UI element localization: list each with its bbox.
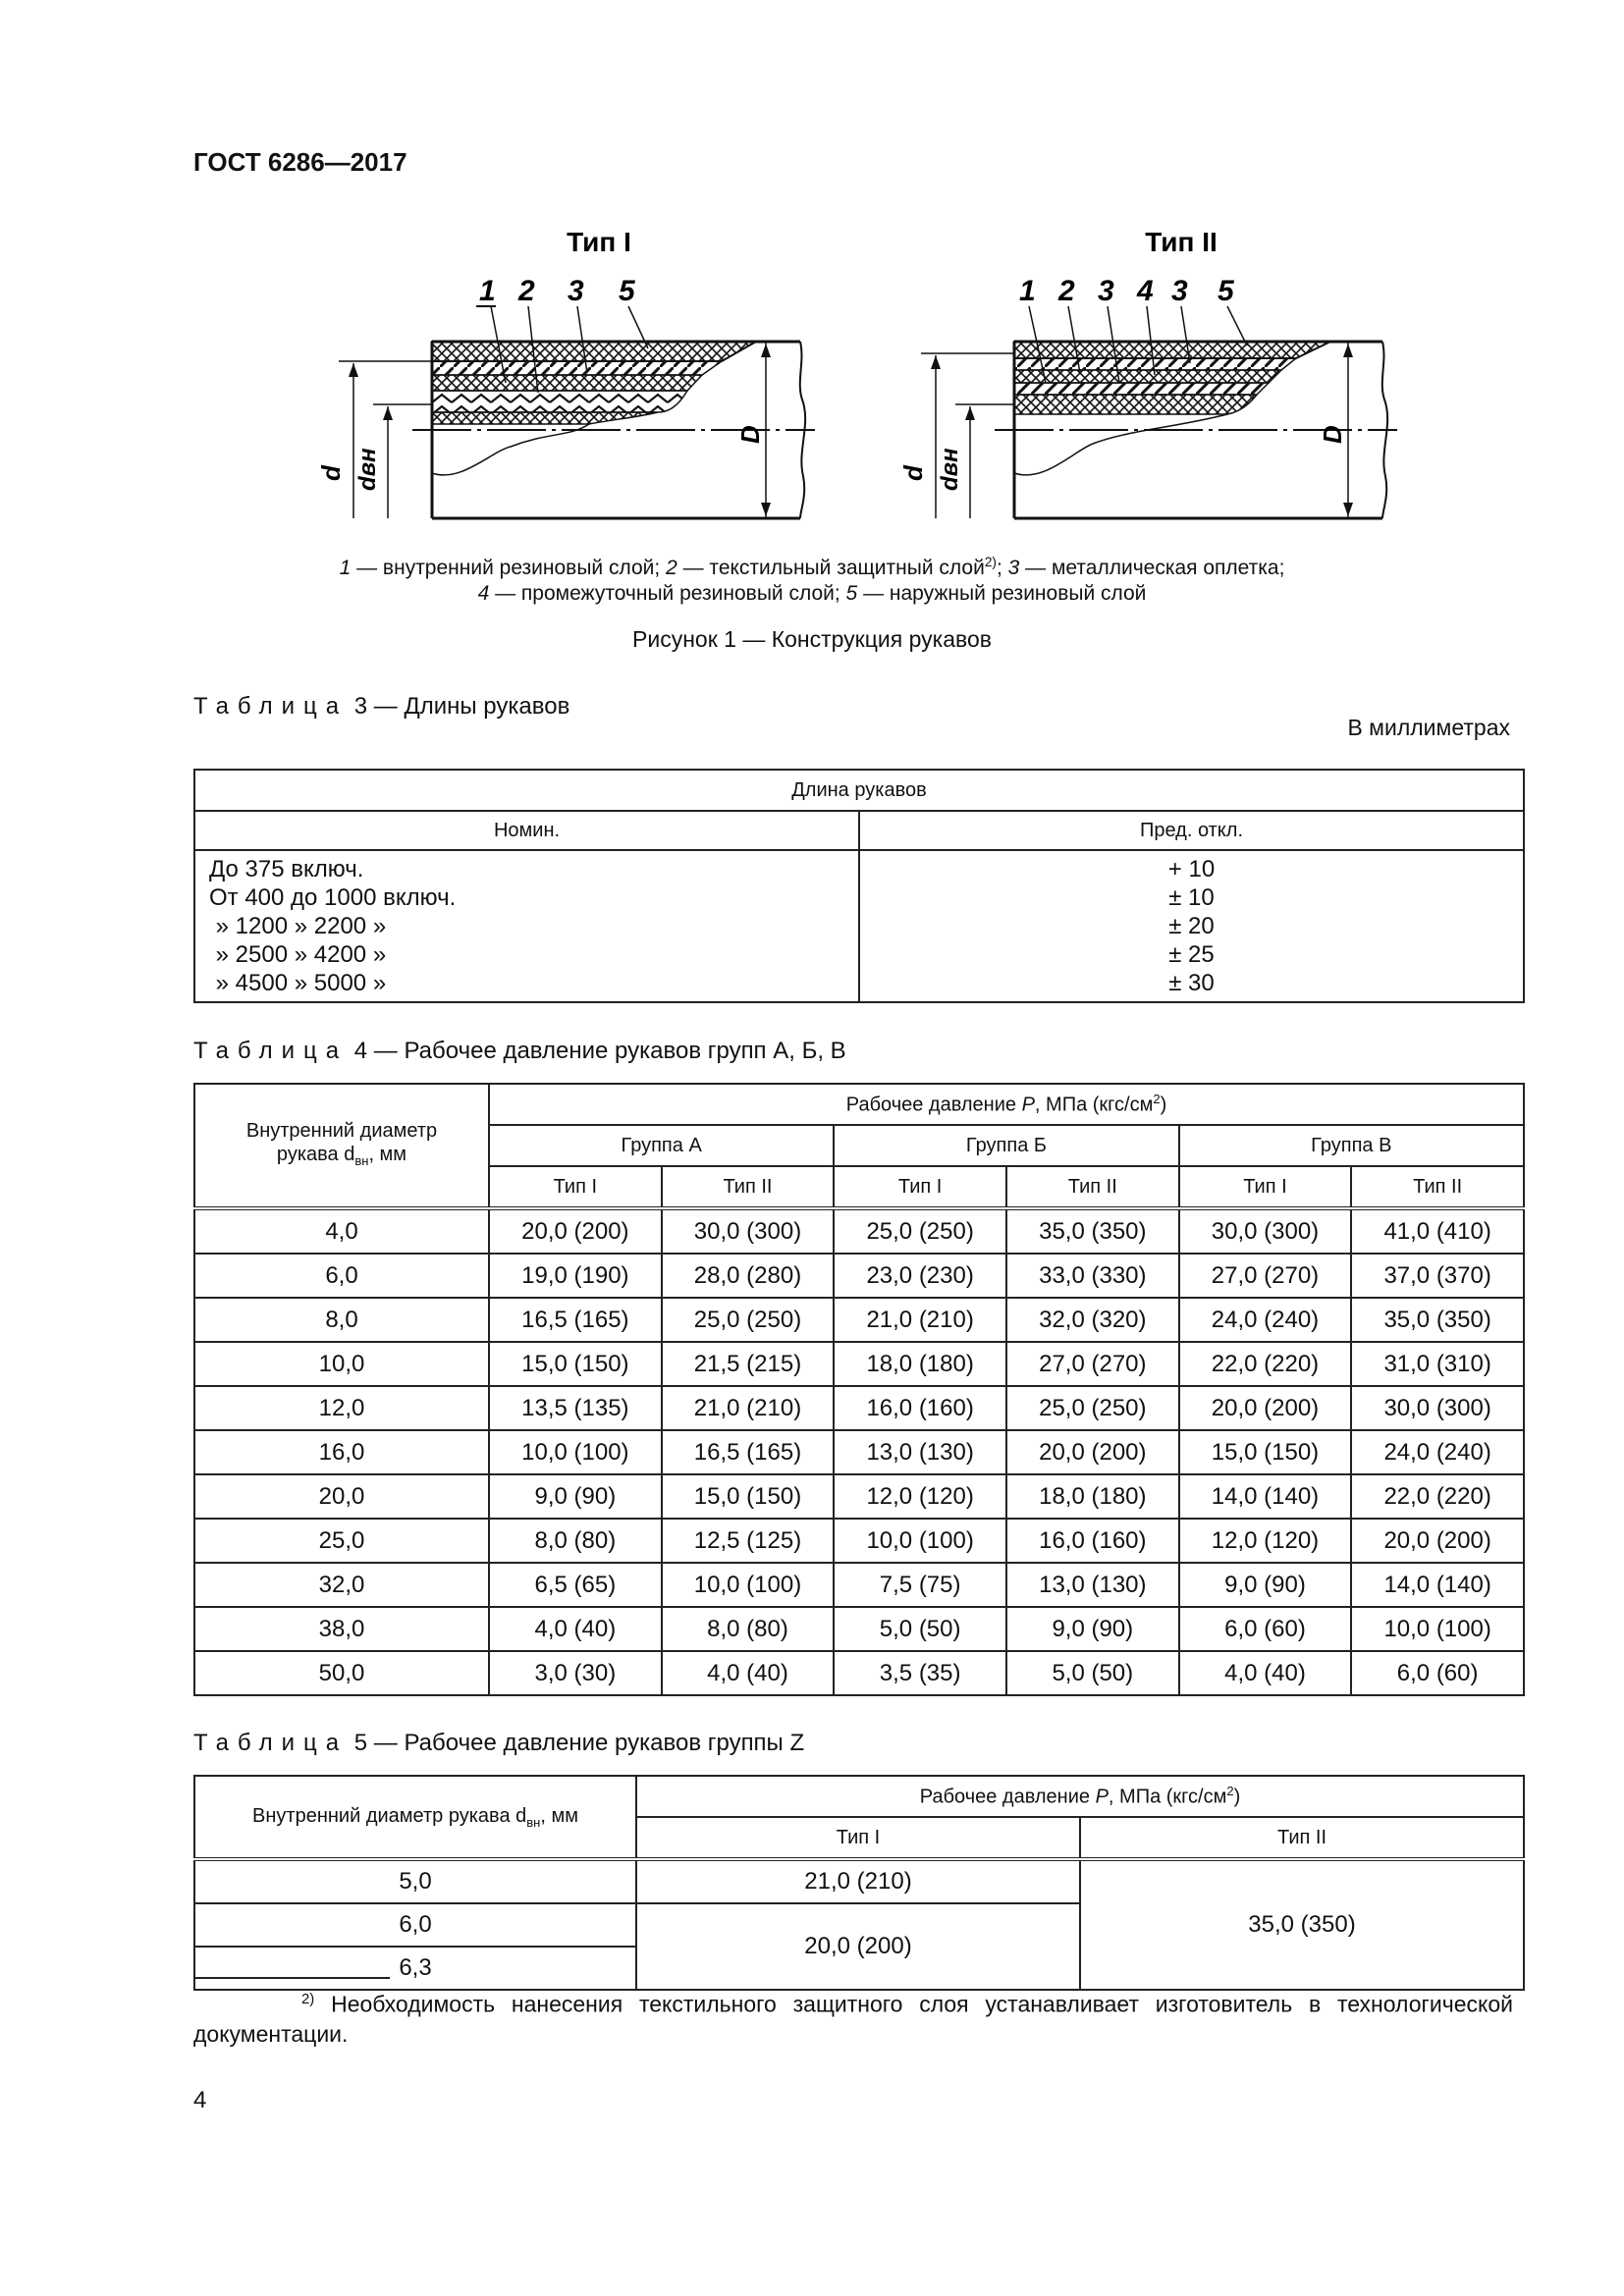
table4-type: Тип I xyxy=(489,1166,662,1208)
table4-pressure-cell: 16,0 (160) xyxy=(1006,1519,1179,1563)
type1-dim-dvn: dвн xyxy=(354,448,381,491)
table-row xyxy=(194,1563,1524,1607)
table4-pressure-cell: 4,0 (40) xyxy=(662,1651,835,1695)
table3-dev-cell: + 10 ± 10 ± 20 ± 25 ± 30 xyxy=(859,850,1524,1002)
table4-diameter-cell: 4,0 xyxy=(194,1208,489,1254)
table4-pressure-cell: 10,0 (100) xyxy=(1351,1607,1524,1651)
table5-type1: Тип I xyxy=(636,1817,1080,1859)
table4-pressure-cell: 12,5 (125) xyxy=(662,1519,835,1563)
figure-legend-line-1: 1 — внутренний резиновый слой; 2 — текстильный защитный слой$^{2)}$; 3 — металлическая оплетка; xyxy=(339,555,1285,579)
table4-pressure-cell: 8,0 (80) xyxy=(662,1607,835,1651)
table4-pressure-cell: 20,0 (200) xyxy=(489,1208,662,1254)
table4-pressure-cell: 25,0 (250) xyxy=(1006,1386,1179,1430)
type2-title: Тип II xyxy=(1145,227,1218,257)
table4-pressure-cell: 20,0 (200) xyxy=(1351,1519,1524,1563)
table4-pressure-cell: 5,0 (50) xyxy=(1006,1651,1179,1695)
table4 xyxy=(193,1083,1525,1696)
table4-pressure-cell: 4,0 (40) xyxy=(1179,1651,1352,1695)
table4-pressure-cell: 15,0 (150) xyxy=(1179,1430,1352,1474)
table4-pressure-cell: 21,5 (215) xyxy=(662,1342,835,1386)
table4-pressure-cell: 10,0 (100) xyxy=(834,1519,1006,1563)
table3-header-main: Длина рукавов xyxy=(194,770,1524,811)
type1-label-1: 1 xyxy=(479,275,496,307)
table-row xyxy=(194,1651,1524,1695)
table4-pressure-cell: 21,0 (210) xyxy=(834,1298,1006,1342)
table4-pressure-cell: 9,0 (90) xyxy=(1179,1563,1352,1607)
table4-pressure-cell: 12,0 (120) xyxy=(834,1474,1006,1519)
table4-pressure-cell: 30,0 (300) xyxy=(1351,1386,1524,1430)
type2-label-3b: 3 xyxy=(1171,275,1188,307)
table4-pressure-cell: 13,0 (130) xyxy=(1006,1563,1179,1607)
table4-type: Тип II xyxy=(1351,1166,1524,1208)
table4-pressure-cell: 5,0 (50) xyxy=(834,1607,1006,1651)
table4-pressure-cell: 23,0 (230) xyxy=(834,1254,1006,1298)
table4-group-a: Группа А xyxy=(489,1125,834,1166)
table4-pressure-cell: 8,0 (80) xyxy=(489,1519,662,1563)
table4-pressure-cell: 6,0 (60) xyxy=(1179,1607,1352,1651)
table4-pressure-cell: 10,0 (100) xyxy=(662,1563,835,1607)
figure-legend-line-2: 4 — промежуточный резиновый слой; 5 — наружный резиновый слой xyxy=(477,582,1147,605)
table4-pressure-cell: 25,0 (250) xyxy=(834,1208,1006,1254)
table-row xyxy=(194,1298,1524,1342)
type1-dim-d: d xyxy=(316,465,346,481)
type2-dim-D: D xyxy=(1318,425,1347,444)
table-row xyxy=(194,1342,1524,1386)
footnote-separator xyxy=(193,1977,390,1979)
table-row xyxy=(194,1386,1524,1430)
table5-diam-cell: 6,0 xyxy=(194,1903,636,1947)
table4-pressure-cell: 13,5 (135) xyxy=(489,1386,662,1430)
type1-dim-D: D xyxy=(735,425,765,444)
table4-caption: Таблица 4 — Рабочее давление рукавов групп А, Б, В xyxy=(193,1038,846,1064)
table4-pressure-cell: 35,0 (350) xyxy=(1351,1298,1524,1342)
table4-pressure-cell: 15,0 (150) xyxy=(489,1342,662,1386)
document-id: ГОСТ 6286—2017 xyxy=(193,147,407,177)
table4-diameter-cell: 32,0 xyxy=(194,1563,489,1607)
table4-pressure-cell: 16,0 (160) xyxy=(834,1386,1006,1430)
table5-type1-cell: 20,0 (200) xyxy=(636,1903,1080,1990)
table4-pressure-cell: 35,0 (350) xyxy=(1006,1208,1179,1254)
table4-pressure-cell: 37,0 (370) xyxy=(1351,1254,1524,1298)
table4-col-diameter: Внутренний диаметр рукава $d_{вн}$, мм xyxy=(194,1084,489,1208)
table4-diameter-cell: 25,0 xyxy=(194,1519,489,1563)
table4-pressure-cell: 25,0 (250) xyxy=(662,1298,835,1342)
table-row xyxy=(194,1430,1524,1474)
table5-col-diameter: Внутренний диаметр рукава $d_{вн}$, мм xyxy=(194,1776,636,1859)
table3-col-nom: Номин. xyxy=(194,811,859,850)
type1-label-5: 5 xyxy=(619,275,635,307)
table4-diameter-cell: 12,0 xyxy=(194,1386,489,1430)
table4-diameter-cell: 6,0 xyxy=(194,1254,489,1298)
table4-pressure-cell: 24,0 (240) xyxy=(1179,1298,1352,1342)
table5-type1-cell: 21,0 (210) xyxy=(636,1859,1080,1903)
table3-units: В миллиметрах xyxy=(1347,715,1510,740)
table4-diameter-cell: 10,0 xyxy=(194,1342,489,1386)
table4-pressure-cell: 15,0 (150) xyxy=(662,1474,835,1519)
table4-pressure-cell: 13,0 (130) xyxy=(834,1430,1006,1474)
type2-label-5: 5 xyxy=(1218,275,1234,307)
table4-pressure-cell: 30,0 (300) xyxy=(662,1208,835,1254)
table4-pressure-cell: 9,0 (90) xyxy=(1006,1607,1179,1651)
table4-body xyxy=(194,1208,1524,1695)
table5-diam-cell: 5,0 xyxy=(194,1859,636,1903)
table4-diameter-cell: 8,0 xyxy=(194,1298,489,1342)
table4-pressure-cell: 20,0 (200) xyxy=(1179,1386,1352,1430)
table4-pressure-cell: 16,5 (165) xyxy=(489,1298,662,1342)
table4-pressure-cell: 24,0 (240) xyxy=(1351,1430,1524,1474)
table4-diameter-cell: 20,0 xyxy=(194,1474,489,1519)
type2-label-3: 3 xyxy=(1098,275,1114,307)
table4-group-b: Группа Б xyxy=(834,1125,1178,1166)
table4-pressure-cell: 21,0 (210) xyxy=(662,1386,835,1430)
footnote: $^{2)}$ Необходимость нанесения текстильного защитного слоя устанавливает изготовитель в технологической документации. xyxy=(193,1991,1513,2047)
table4-pressure-cell: 6,0 (60) xyxy=(1351,1651,1524,1695)
type1-label-2: 2 xyxy=(518,275,535,307)
table4-pressure-cell: 32,0 (320) xyxy=(1006,1298,1179,1342)
figure-caption: Рисунок 1 — Конструкция рукавов xyxy=(632,626,992,652)
table4-pressure-cell: 22,0 (220) xyxy=(1179,1342,1352,1386)
table4-type: Тип I xyxy=(1179,1166,1352,1208)
table4-diameter-cell: 38,0 xyxy=(194,1607,489,1651)
table4-pressure-cell: 16,5 (165) xyxy=(662,1430,835,1474)
table5 xyxy=(193,1775,1525,1991)
type1-drawing xyxy=(316,227,815,518)
table5-caption: Таблица 5 — Рабочее давление рукавов группы Z xyxy=(193,1730,805,1756)
table3-nom-cell: До 375 включ. От 400 до 1000 включ. » 1200 » 2200 » » 2500 » 4200 » » 4500 » 5000 » xyxy=(194,850,859,1002)
table4-pressure-cell: 22,0 (220) xyxy=(1351,1474,1524,1519)
table4-type: Тип II xyxy=(1006,1166,1179,1208)
table4-pressure-cell: 31,0 (310) xyxy=(1351,1342,1524,1386)
page-number: 4 xyxy=(193,2087,207,2113)
hose-construction-figure xyxy=(0,216,1624,550)
table4-pressure-cell: 19,0 (190) xyxy=(489,1254,662,1298)
table4-pressure-cell: 18,0 (180) xyxy=(834,1342,1006,1386)
table4-pressure-cell: 14,0 (140) xyxy=(1179,1474,1352,1519)
type2-dim-d: d xyxy=(898,465,928,481)
table4-pressure-cell: 3,0 (30) xyxy=(489,1651,662,1695)
type2-dim-dvn: dвн xyxy=(937,448,963,491)
table4-pressure-cell: 41,0 (410) xyxy=(1351,1208,1524,1254)
table4-type: Тип I xyxy=(834,1166,1006,1208)
table4-group-v: Группа В xyxy=(1179,1125,1524,1166)
table4-pressure-cell: 28,0 (280) xyxy=(662,1254,835,1298)
table4-pressure-cell: 3,5 (35) xyxy=(834,1651,1006,1695)
table5-type2-cell: 35,0 (350) xyxy=(1080,1859,1524,1990)
table-row xyxy=(194,1607,1524,1651)
table4-pressure-cell: 33,0 (330) xyxy=(1006,1254,1179,1298)
table4-pressure-cell: 7,5 (75) xyxy=(834,1563,1006,1607)
table4-pressure-cell: 10,0 (100) xyxy=(489,1430,662,1474)
table-row xyxy=(194,1208,1524,1254)
table5-type2: Тип II xyxy=(1080,1817,1524,1859)
table3-caption: Таблица 3 — Длины рукавов xyxy=(193,693,570,720)
table4-diameter-cell: 16,0 xyxy=(194,1430,489,1474)
table4-pressure-cell: 27,0 (270) xyxy=(1179,1254,1352,1298)
type2-label-1: 1 xyxy=(1019,275,1036,307)
table4-pressure-cell: 4,0 (40) xyxy=(489,1607,662,1651)
table5-header-pressure: Рабочее давление P, МПа $(кгс/см^2)$ xyxy=(636,1776,1524,1817)
table4-pressure-cell: 14,0 (140) xyxy=(1351,1563,1524,1607)
type1-label-3: 3 xyxy=(568,275,584,307)
type2-label-2: 2 xyxy=(1058,275,1075,307)
table4-pressure-cell: 12,0 (120) xyxy=(1179,1519,1352,1563)
table3-col-dev: Пред. откл. xyxy=(859,811,1524,850)
table4-diameter-cell: 50,0 xyxy=(194,1651,489,1695)
table4-pressure-cell: 27,0 (270) xyxy=(1006,1342,1179,1386)
table-row xyxy=(194,1474,1524,1519)
table-row xyxy=(194,1254,1524,1298)
table4-pressure-cell: 20,0 (200) xyxy=(1006,1430,1179,1474)
table4-pressure-cell: 18,0 (180) xyxy=(1006,1474,1179,1519)
table4-pressure-cell: 9,0 (90) xyxy=(489,1474,662,1519)
type1-title: Тип I xyxy=(567,227,631,257)
table3 xyxy=(193,769,1525,1003)
table5-diam-cell: 6,3 xyxy=(194,1947,636,1990)
type2-label-4: 4 xyxy=(1137,275,1154,307)
table4-pressure-cell: 6,5 (65) xyxy=(489,1563,662,1607)
table4-header-pressure: Рабочее давление P, МПа $(кгс/см^2)$ xyxy=(489,1084,1524,1125)
table4-type: Тип II xyxy=(662,1166,835,1208)
table4-pressure-cell: 30,0 (300) xyxy=(1179,1208,1352,1254)
table-row xyxy=(194,1519,1524,1563)
type2-drawing xyxy=(898,227,1397,518)
